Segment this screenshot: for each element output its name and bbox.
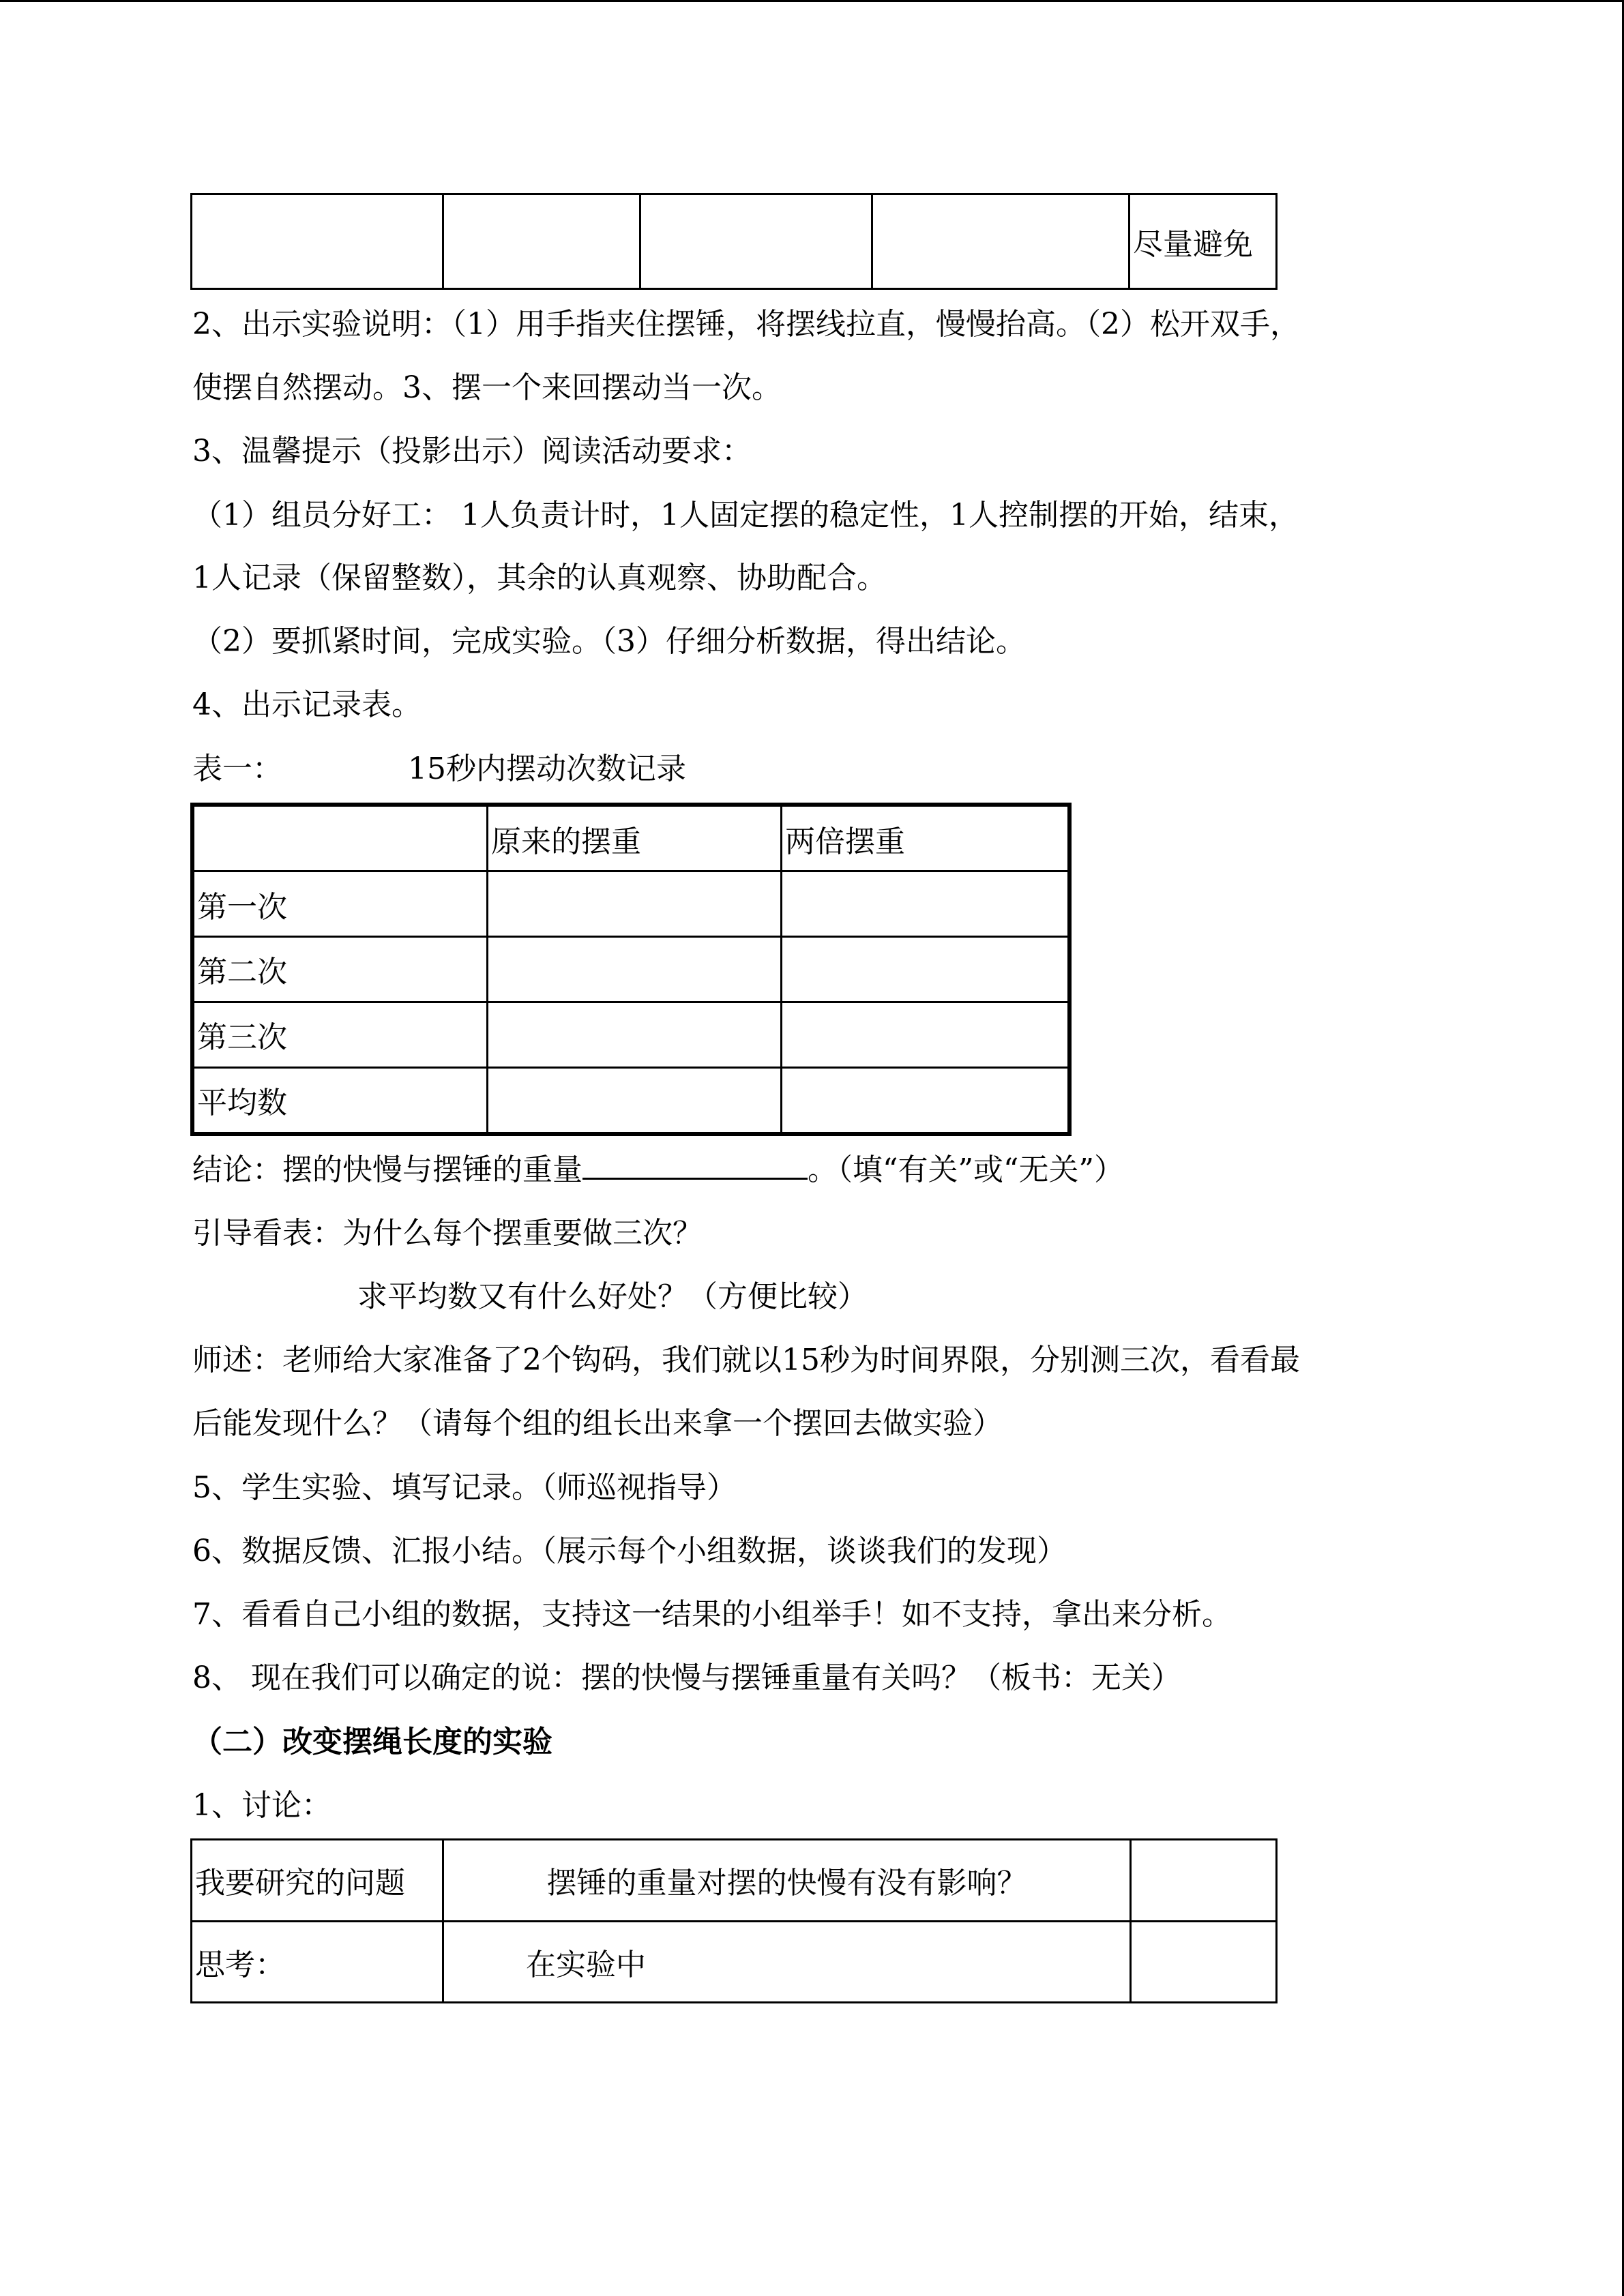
text-line: 1、讨论： (192, 1788, 331, 1823)
text-line: 1人记录（保留整数），其余的认真观察、协助配合。 (192, 561, 887, 595)
research-table (190, 1838, 1278, 2003)
record-table (190, 803, 1072, 1136)
table-cell (488, 1067, 782, 1134)
table-row (192, 194, 1277, 289)
table-row (192, 805, 1069, 871)
research-question: 摆锤的重量对摆的快慢有没有影响？ (443, 1840, 1131, 1922)
top-table-cell: 尽量避免 (1130, 194, 1277, 289)
text-line: 5、学生实验、填写记录。（师巡视指导） (192, 1470, 737, 1505)
text-line: 6、数据反馈、汇报小结。（展示每个小组数据，谈谈我们的发现） (192, 1534, 1067, 1568)
table-cell: 平均数 (192, 1067, 488, 1134)
top-table (190, 193, 1278, 290)
table-cell (1131, 1921, 1277, 2003)
conclusion-line (192, 1150, 1124, 1191)
table-cell (782, 871, 1070, 937)
top-table-cell (872, 194, 1130, 289)
table-row (192, 1067, 1069, 1134)
table-row (192, 937, 1069, 1002)
table-header: 原来的摆重 (488, 805, 782, 871)
text-line: 引导看表：为什么每个摆重要做三次？ (192, 1216, 703, 1251)
table-cell (488, 937, 782, 1002)
text-line: 使摆自然摆动。3、摆一个来回摆动当一次。 (192, 370, 782, 405)
table-header (192, 805, 488, 871)
text-line: （2）要抓紧时间，完成实验。（3）仔细分析数据，得出结论。 (192, 624, 1026, 659)
conclusion-suffix: 。（填“有关”或“无关”） (808, 1152, 1124, 1187)
table-cell (488, 1002, 782, 1067)
table-row (192, 1840, 1277, 1922)
top-table-cell (640, 194, 872, 289)
table-cell: 第一次 (192, 871, 488, 937)
text-line: 4、出示记录表。 (192, 687, 422, 722)
text-line: 后能发现什么？（请每个组的组长出来拿一个摆回去做实验） (192, 1406, 1003, 1441)
text-line: 3、温馨提示（投影出示）阅读活动要求： (192, 434, 752, 468)
table-caption-label: 表一： (192, 751, 282, 786)
section-heading: （二）改变摆绳长度的实验 (192, 1725, 552, 1759)
table-cell (1131, 1840, 1277, 1922)
text-line: 求平均数又有什么好处？（方便比较） (357, 1279, 868, 1314)
table-row (192, 1921, 1277, 2003)
text-line: （1）组员分好工： 1人负责计时，1人固定摆的稳定性，1人控制摆的开始，结束， (192, 498, 1299, 533)
think-label: 思考： (192, 1921, 443, 2003)
conclusion-blank (582, 1150, 808, 1180)
table-header: 两倍摆重 (782, 805, 1070, 871)
table-row (192, 1002, 1069, 1067)
table-cell (782, 1067, 1070, 1134)
table-cell: 第三次 (192, 1002, 488, 1067)
table-caption-title: 15秒内摆动次数记录 (408, 751, 686, 786)
table-cell (488, 871, 782, 937)
top-table-cell (192, 194, 443, 289)
research-question-label: 我要研究的问题 (192, 1840, 443, 1922)
table-cell: 第二次 (192, 937, 488, 1002)
table-cell (782, 1002, 1070, 1067)
table-cell (782, 937, 1070, 1002)
text-line: 师述：老师给大家准备了2个钩码，我们就以15秒为时间界限，分别测三次，看看最 (192, 1343, 1300, 1377)
think-content: 在实验中 (443, 1921, 1131, 2003)
text-line: 2、出示实验说明：（1）用手指夹住摆锤，将摆线拉直，慢慢抬高。（2）松开双手， (192, 307, 1300, 342)
text-line: 7、看看自己小组的数据，支持这一结果的小组举手！如不支持，拿出来分析。 (192, 1597, 1232, 1632)
top-table-cell (443, 194, 640, 289)
table-row (192, 871, 1069, 937)
conclusion-prefix: 结论：摆的快慢与摆锤的重量 (192, 1152, 582, 1187)
text-line: 8、 现在我们可以确定的说：摆的快慢与摆锤重量有关吗？（板书：无关） (192, 1660, 1181, 1695)
